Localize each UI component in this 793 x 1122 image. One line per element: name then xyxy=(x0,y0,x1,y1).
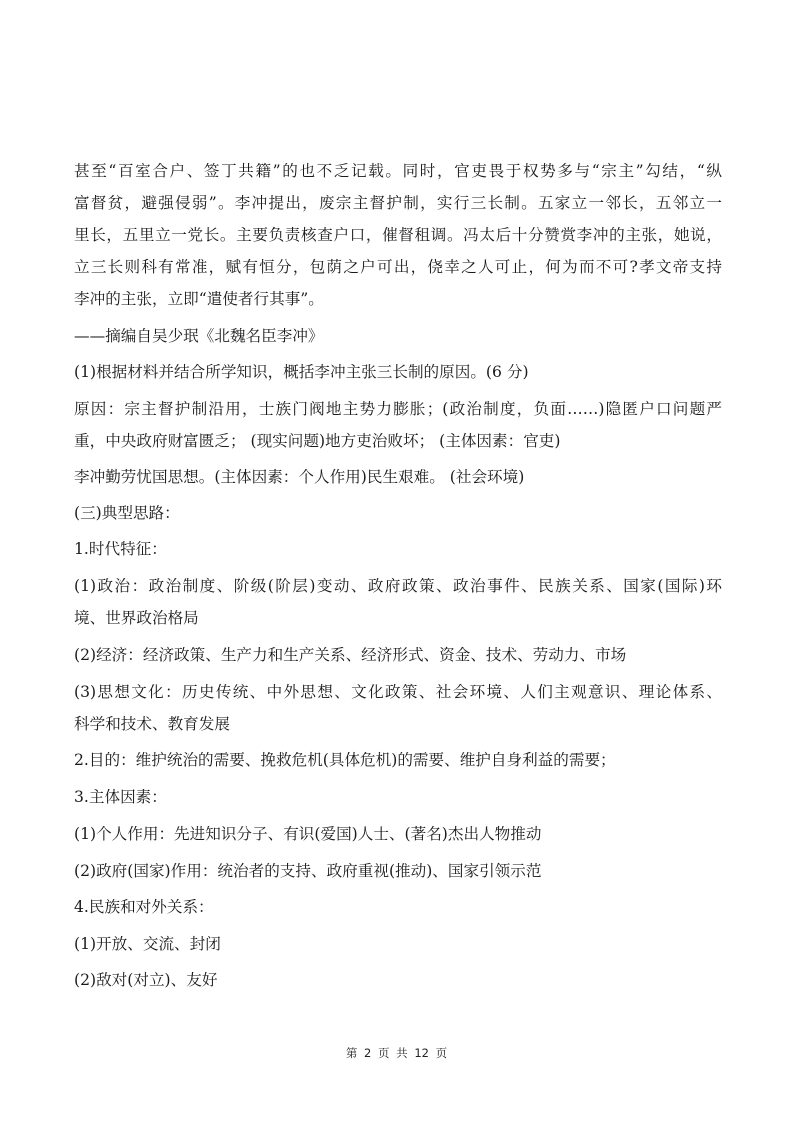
source-citation: ——摘编自吴少珉《北魏名臣李冲》 xyxy=(74,327,324,345)
item-era-politics: (1)政治：政治制度、阶级(阶层)变动、政府政策、政治事件、民族关系、国家(国际)环 xyxy=(74,577,722,595)
item-subject: 3.主体因素： xyxy=(74,788,167,806)
material-line: 富督贫，避强侵弱”。李冲提出，废宗主督护制，实行三长制。五家立一邻长，五邻立一 xyxy=(74,194,722,212)
item-relations: 4.民族和对外关系： xyxy=(74,898,214,916)
material-line: 里长，五里立一党长。主要负责核查户口，催督租调。冯太后十分赞赏李冲的主张，她说， xyxy=(74,226,722,244)
item-era-culture-cont: 科学和技术、教育发展 xyxy=(74,715,230,733)
item-purpose: 2.目的：维护统治的需要、挽救危机(具体危机)的需要、维护自身利益的需要； xyxy=(74,751,616,769)
page-number: 第 2 页 共 12 页 xyxy=(345,1046,448,1060)
material-line: 立三长则科有常准，赋有恒分，包荫之户可出，侥幸之人可止，何为而不可?孝文帝支持 xyxy=(74,258,722,276)
item-era: 1.时代特征： xyxy=(74,540,167,558)
item-subject-individual: (1)个人作用：先进知识分子、有识(爱国)人士、(著名)杰出人物推动 xyxy=(74,825,542,843)
material-line: 李冲的主张，立即“遣使者行其事”。 xyxy=(74,290,324,308)
item-era-culture: (3)思想文化：历史传统、中外思想、文化政策、社会环境、人们主观意识、理论体系、 xyxy=(74,683,722,701)
item-relations-open: (1)开放、交流、封闭 xyxy=(74,935,221,953)
material-line: 甚至“百室合户、签丁共籍”的也不乏记载。同时，官吏畏于权势多与“宗主”勾结，“纵 xyxy=(74,162,722,180)
answer-line: 重，中央政府财富匮乏； (现实问题)地方吏治败坏； (主体因素：官吏) xyxy=(74,432,561,450)
answer-line: 李冲勤劳忧国思想。(主体因素：个人作用)民生艰难。 (社会环境) xyxy=(74,468,525,486)
answer-line: 原因：宗主督护制沿用，士族门阀地主势力膨胀；(政治制度，负面……)隐匿户口问题严 xyxy=(74,400,722,418)
section-title: (三)典型思路： xyxy=(74,504,180,522)
item-era-politics-cont: 境、世界政治格局 xyxy=(74,609,199,627)
item-subject-government: (2)政府(国家)作用：统治者的支持、政府重视(推动)、国家引领示范 xyxy=(74,862,542,880)
item-era-economy: (2)经济：经济政策、生产力和生产关系、经济形式、资金、技术、劳动力、市场 xyxy=(74,646,627,664)
item-relations-hostile: (2)敌对(对立)、友好 xyxy=(74,971,218,989)
question: (1)根据材料并结合所学知识，概括李冲主张三长制的原因。(6 分) xyxy=(74,363,529,381)
